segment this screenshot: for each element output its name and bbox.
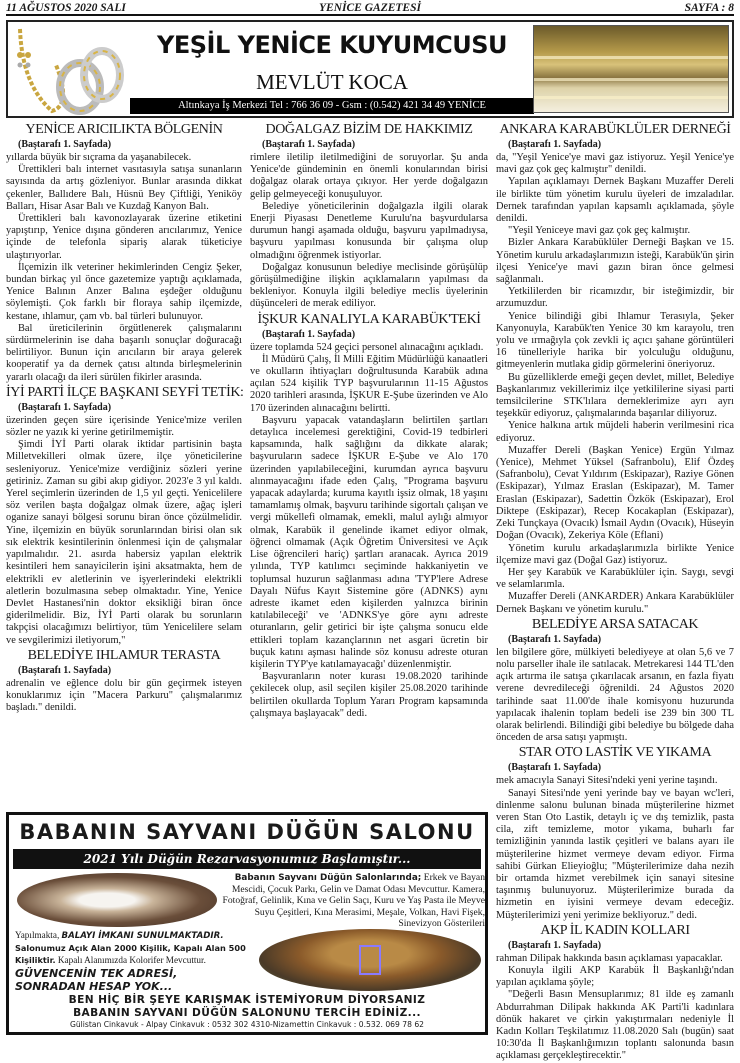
ad-line-3 [15, 954, 257, 966]
paragraph: İl Müdürü Çalış, İl Milli Eğitim Müdürlüğü kanaatleri ve okulların ihtiyaçları doğrultusunda Karabük adına açılan 524 kişilik TYP başvurularının 11-15 Ağustos 2020 tarihleri arasında, İŞKUR E-Şube üzerinden ve Alo 170 üzerinden alınacağını belirtti. [250, 353, 488, 414]
jewelry-icon [12, 25, 124, 115]
paragraph: Ürettikleri balı internet vasıtasıyla satışa sunanların sayısında da artış gözleniyor. Bunlar arasında dikkat çekenler, Ballıdere Balı, Hüsnü Bey Çiftliği, Yeniköy Balları, Hisar Asar Balı ve Kuzdağ Kanyon Balı. [6, 164, 242, 212]
paragraph: da, "Yeşil Yenice'ye mavi gaz istiyoruz. Yeşil Yenice'ye mavi gaz çok geç kalmıştır" denildi. [496, 152, 734, 176]
article-ihlamur [6, 648, 242, 715]
paragraph: Her şey Karabük ve Karabüklüler için. Saygı, sevgi ve selamlarımla. [496, 566, 734, 591]
paragraph: Yönetim kurulu arkadaşlarımızla birlikte Yenice ilçemize mavi gaz (Doğal Gaz) istiyoruz. [496, 542, 734, 566]
paragraph: Başvuru yapacak vatandaşların belirtilen şartları detaylıca incelemesi gerektiğini, Covid-19 tedbirleri kapsamında, halk sağlığını da dikkate alarak; başvuruların sadece İŞKUR E-Şube ve Alo 170 üzerinden yapılabileceğini, kurumdan ayrıca başvuru alınmayacağını ifade eden Çalış, "Programa başvuru yapacak adaylarda; kuruma kayıtlı işsiz olmak, 18 yaşını tamamlamış olmak, başvuru tarihinde sigortalı çalışan ve vergi mükellefi olmamak, emekli, malul aylığı almıyor olmak, Karabük il genelinde ikamet ediyor olmak, öğrenci olmamak (Açık Öğretim Üniversitesi ve Açık Lise öğrencileri hariç) şartları aranacak. Ayrıca 2019 yılında, TYP katılımcı seçiminde hakkaniyetin ve toplumsal huzurun sağlanması adına 'TYP'lere Adrese Dayalı Nüfus Kayıt Sistemine göre (ADNKS) aynı adreste ikamet eden kişilerden yalnızca birinin katılabileceği' ve 'ADNKS'ye göre aynı adreste oturanların, gelir getirici bir işte çalışma sonucu elde ettikleri toplam kazançlarının net asgari ücretin bir buçuk katını aşması halinde söz konusu adreste oturan kişilerin TYP'ye katılamayacağı' düzenlenmiştir. [250, 414, 488, 670]
page-number: SAYFA : 8 [684, 2, 734, 14]
ad-band: 2021 Yılı Düğün Rezarvasyonumuz Başlamıştır... [13, 849, 481, 869]
headline: STAR OTO LASTİK VE YIKAMA [518, 745, 712, 761]
paragraph: Şimdi İYİ Parti olarak iktidar partisinin başta Milletvekilleri olmak üzere, ilçe yöneticilerine sesleniyoruz. Yenice'mize verdiğiniz sözleri yerine getiriniz. Zaman su gibi akıp gidiyor. 2023'e 3 yıl kaldı. Yerel seçimlerin üzerinden de 1,5 yıl geçti. Yenicelilere söz verilen başta doğalgaz olmak üzere, ağaç işleri oganize sanayi bölgesi sorunu biran önce çözülmelidir. Yine, ilçemizin en büyük sorunlarından birisi olan sık sık elektrik kesintilerinin önlenmesi için de çalışmalar yapılmalıdır. 21. asırda habersiz yapılan elektrik kesintileri hem sanayicilerin işini aksatmakta, hem de elektrikli ev aletlerinin ve işyerlerindeki elektrikli aletlerin bozulmasına sebep olmaktadır. Yine, Yenice Devlet Hastanesi'nin doktor eksikliği biran önce giderilmelidir. Biz, İYİ Parti olarak bu sorunların takpçisi olacağımızı belirtiyor, tüm Yenicelilere selam ve sevgilerimizi iletiyorum," [6, 439, 242, 646]
ad-contacts: Gülistan Cinkavuk - Alpay Cinkavuk : 0532 302 4310-Nizamettin Cinkavuk : 0.532. 069 78 62 [69, 1020, 424, 1029]
paragraph: üzere toplamda 524 geçici personel alınacağını açıkladı. [250, 341, 484, 353]
paragraph: Doğalgaz konusunun belediye meclisinde görüşülüp görüşülmediğine ilişkin açıklamaların yapılması da bekleniyor. Konuyla ilgili belediye meclis üyelerinin düşünceleri de merak ediliyor. [250, 261, 488, 310]
column-2 [250, 121, 488, 720]
paragraph: üzerinden geçen süre içerisinde Yenice'mize verilen sözler ne yazık ki yerine getirilmemiştir. [6, 414, 242, 439]
ad-left-block [15, 929, 257, 993]
paragraph: adrenalin ve eğlence dolu bir gün geçirmek isteyen konuklarımız için "Macera Parkuru" çalışmalarımız başladı." denildi. [6, 677, 242, 714]
paragraph: Bal üreticilerinin örgütlenerek çalışmalarını sürdürmelerinin ise daha başarılı sonuçlar doğuracağı belirtiliyor. Bunun için arıcıların bir araya gelerek kooperatif ya da dernek çatısı altında birleşmelerinin yararlı olacağı da ileri sürülen fikirler arasında. [6, 322, 242, 383]
headline: BELEDİYE ARSA SATACAK [531, 616, 699, 632]
ad-lead-bold: Babanın Sayvanı Düğün Salonlarında; [234, 873, 422, 883]
paragraph: Bizler Ankara Karabüklüler Derneği Başkan ve 15. Yönetim kurulu arkadaşlarımızın isteği, Karabük'ün şirin ilçesi Yenice'ye mavi gazın biran önce gelmesi sağlanmalı. [496, 237, 734, 286]
article-aricilik [6, 122, 242, 384]
continued-label: (Baştarafı 1. Sayfada) [508, 633, 602, 645]
continued-label: (Baştarafı 1. Sayfada) [262, 139, 356, 150]
paragraph: Konuyla ilgili AKP Karabük İl Başkanlığı'ndan yapılan açıklama şöyle; [496, 964, 734, 989]
paragraph: rahman Dilipak hakkında basın açıklaması yapacaklar. [496, 952, 723, 964]
continued-label: (Baştarafı 1. Sayfada) [18, 139, 112, 150]
paragraph: Bu güzelliklerde emeği geçen devlet, millet, Belediye Başkanlarımız vekillerimiz ilçe yetkililerine siyasi parti temsilcilerine STK'lılara derneklerimize ayrı ayrı teşekkür ediyoruz, çalışmalarında başarılar diliyoruz. [496, 371, 734, 420]
ad-description [217, 872, 485, 929]
ad-slogan-line-2: SONRADAN HESAP YOK... [15, 980, 173, 993]
paragraph: Ürettikleri balı kavonozlayarak üzerine etiketini yapıştırıp, Yenice dışına gönderen arıcılarımız, Yenice içinde de telefonla sipariş alarak tüketiciye ulaştırıyorlar. [6, 213, 242, 261]
headline: AKP İL KADIN KOLLARI [540, 922, 690, 938]
newspaper-name: YENİCE GAZETESİ [319, 2, 421, 14]
paragraph: İlçemizin ilk veteriner hekimlerinden Cengiz Şeker, bundan birkaç yıl önce gazetemize yaptığı açıklamada, Yenice Balının Anzer Balına eşdeğer olduğunu söylemişti. Çok farklı bir floraya sahip ilçemizde, kestane, ıhlamur, çam vb. bal türleri bulunuyor. [6, 261, 242, 322]
headline: YENİCE ARICILIKTA BÖLGENİN [25, 122, 223, 137]
paragraph: "Yeşil Yeniceye mavi gaz çok geç kalmıştır. [508, 225, 691, 237]
continued-label: (Baştarafı 1. Sayfada) [508, 762, 602, 774]
continued-label: (Baştarafı 1. Sayfada) [18, 664, 112, 676]
article-akp [496, 923, 734, 1063]
headline: İYİ PARTİ İLÇE BAŞKANI SEYFİ TETİK: [6, 384, 244, 400]
ad-line-1 [15, 929, 257, 942]
paragraph: Muzaffer Dereli (Başkan Yenice) Ergün Yılmaz (Yenice), Mehmet Yüksel (Safranbolu), Elif Özdeş (Safranbolu), Cevat Yıldırım (Eskipazar), Raziye Gönen (Eskipazar), Yılmaz Eraslan (Eskipazar), M. Tamer Eraslan (Eskipazar), Sadettin Özkök (Eskipazar), Erol Diktepe (Eskipazar), Recep Kocakaplan (Eskipazar), Zeki Tunçkaya (Ovacık) İsmail Aydın (Ovacık), Hüseyin Doğan (Ovacık), Zekeriya Köle (Eflani) [496, 444, 734, 542]
wedding-hall-ad [6, 812, 488, 1035]
ad-call-to-action [9, 994, 485, 1019]
paragraph: Yenice halkına artık müjdeli haberin verilmesini rica ediyoruz. [496, 420, 734, 444]
article-dogalgaz [250, 122, 488, 311]
ad-slogan [15, 967, 257, 993]
ad-line-1-bold: BALAYI İMKANI SUNULMAKTADIR. [61, 931, 224, 941]
ad-line-1-text: Yapılmakta, [15, 930, 60, 940]
paragraph: Belediye yöneticilerinin doğalgazla ilgili olarak Enerji Piyasası Denetleme Kurulu'na başvurdularsa durumun hangi aşamada olduğu, başvuru yapılmadıysa, başvuru yapılması konusunda bir çalışma olup olmadığını öğrenmek istiyorlar. [250, 200, 488, 261]
continued-label: (Baştarafı 1. Sayfada) [508, 139, 602, 150]
banner-owner: MEVLÜT KOCA [256, 70, 408, 94]
paragraph: len bilgilere göre, mülkiyeti belediyeye at olan 5,6 ve 7 nolu parseller ihale ile satılacak. Metrekaresi 144 TL'den açık artırma ile satışa çıkarılacak arsanın, en fazla fiyatı verene devredileceği öğrenildi. 24 Ağustos 2020 tarihinde saat 11.00'de ihale komisyonu huzurunda yapılacak ihalenin toplam bedeli ise 239 bin 300 TL olarak belirlendi. Bilindiği gibi belediye bu bölgede daha önceden de arsa satışı yapmıştı. [496, 646, 734, 744]
column-1 [6, 121, 242, 714]
article-arsa [496, 617, 734, 745]
article-star-oto [496, 745, 734, 921]
paragraph: "Değerli Basın Mensuplarımız; 81 ilde eş zamanlı Abdurrahman Dilipak hakkında AK Parti'li kadınlara dönük hakaret ve çirkin yakıştırmaları nedeniyle İl Kadın Kolları Teşkilatımız 11.08.2020 Salı (bugün) saat 10:30'da İl Başkanlığımızın toplantı salonunda basın açıklaması gerçekleştirecektir." [496, 989, 734, 1062]
jeweler-banner-ad [6, 20, 734, 118]
paragraph: yıllarda büyük bir sıçrama da yaşanabilecek. [6, 152, 192, 163]
paragraph: Sanayi Sitesi'nde yeni yerinde bay ve bayan wc'leri, dinlenme salonu bulunan binada müşterilerine hizmet veren Stan Oto Lastik, detaylı iç ve dış temizlik, pasta cila, zift temizleme, motor yıkama, buharlı far temizliğinin yanında lastik çeşitleri ve balans ayarı ile müşterilerine hizmet vermeye devam ediyor. Firma sahibi Gürkan Elieyioğlu; "Müşterilerimize daha nezih bir ortamda hizmet verebilmek için sanayi sitesine taşınmış bulunuyoruz. Müşterilerimize burada da hizmetin en iyisini vermeye devam edeceğiz. Müşterilerimizi yeni yerimize bekliyoruz." dedi. [496, 787, 734, 921]
headline: BELEDİYE IHLAMUR TERASTA [27, 647, 221, 663]
continued-label: (Baştarafı 1. Sayfada) [508, 939, 602, 951]
ad-line-2: Salonumuz Açık Alan 2000 Kişilik, Kapalı Alan 500 [15, 943, 246, 953]
headline: ANKARA KARABÜKLÜLER DERNEĞİ [499, 122, 731, 137]
paragraph: Başvuranların noter kurası 19.08.2020 tarihinde çekilecek olup, asil seçilen kişiler 25.08.2020 tarihinde belirtilen okullarda Toplum Yararı Program kapsamında çalışmaya başlayacak" dedi. [250, 671, 488, 719]
paragraph: Yetkililerden bir ricamızdır, bir isteğimizdir, bir arzumuzdur. [496, 286, 734, 310]
article-iskur [250, 312, 488, 720]
continued-label: (Baştarafı 1. Sayfada) [18, 401, 112, 413]
paragraph: Muzaffer Dereli (ANKARDER) Ankara Karabüklüler Dernek Başkanı ve yönetim kurulu." [496, 591, 734, 615]
paragraph: Yenice bilindiği gibi Ihlamur Terasıyla, Şeker Kanyonuyla, Karabük'ten Yenice 30 km karayolu, tren yolu ve ırmağıyla çok zevkli iç açıcı şahane görüntüleri 16 tünelleriyle harika bir yolculuğu olduğunu, gitmeyenlerin mutlaka gidip görmelerini öneriyoruz. [496, 310, 734, 371]
article-ankara-dernegi [496, 122, 734, 616]
ad-slogan-line-1: GÜVENCENİN TEK ADRESİ, [15, 967, 178, 980]
ad-cta-line-1: BEN HİÇ BİR ŞEYE KARIŞMAK İSTEMİYORUM DİYORSANIZ [68, 994, 426, 1006]
shop-photo [533, 25, 729, 113]
ad-line-3-text: Kapalı Alanımızda Kolorifer Mevcuttur. [57, 955, 206, 965]
hall-photo [259, 929, 481, 991]
ad-title: BABANIN SAYVANI DÜĞÜN SALONU [19, 820, 475, 844]
ad-cta-line-2: BABANIN SAYVANI DÜĞÜN SALONUNU TERCİH EDİNİZ... [73, 1006, 421, 1019]
page-header [6, 2, 734, 16]
paragraph: Yapılan açıklamayı Dernek Başkanı Muzaffer Dereli ile birlikte tüm yönetim kurulu üyeleri de imzaladılar. Dernek tarafından yapılan kapsamlı açıklamada, şöyle denildi. [496, 176, 734, 225]
column-3 [496, 121, 734, 1063]
wedding-photo [17, 873, 217, 927]
issue-date: 11 AĞUSTOS 2020 SALI [6, 2, 126, 14]
paragraph: mek amacıyla Sanayi Sitesi'ndeki yeni yerine taşındı. [496, 775, 718, 787]
ad-line-3-bold: Kişiliktir. [15, 955, 56, 965]
headline: İŞKUR KANALIYLA KARABÜK'TEKİ [257, 311, 481, 327]
banner-address: Altınkaya İş Merkezi Tel : 766 36 09 - Gsm : (0.542) 421 34 49 YENİCE [130, 98, 534, 114]
continued-label: (Baştarafı 1. Sayfada) [262, 328, 356, 340]
banner-title: YEŞİL YENİCE KUYUMCUSU [156, 31, 508, 59]
ad-lead-text: Erkek ve Bayan Mescidi, Çocuk Parkı, Gelin ve Damat Odası Mevcuttur. Kamera, Fotoğraf, Gelinlik, Kına ve Gelin Saçı, Kuru ve Yaş Pasta ile Meyve Suyu Çeşitleri, Kına Merasimi, Meşale, Volkan, Havi Fişek, Sinevizyon Gösterileri [222, 872, 485, 929]
paragraph: rimlere iletilip iletilmediğini de soruyorlar. Şu anda Yenice'de gündeminin en önemli konularından birisi doğalgaz olarak ortaya çıkıyor. Her yerde doğalgazın gelip gelmeyeceği konuşuluyor. [250, 152, 488, 200]
article-iyi-parti [6, 385, 242, 647]
headline: DOĞALGAZ BİZİM DE HAKKIMIZ [265, 122, 473, 137]
